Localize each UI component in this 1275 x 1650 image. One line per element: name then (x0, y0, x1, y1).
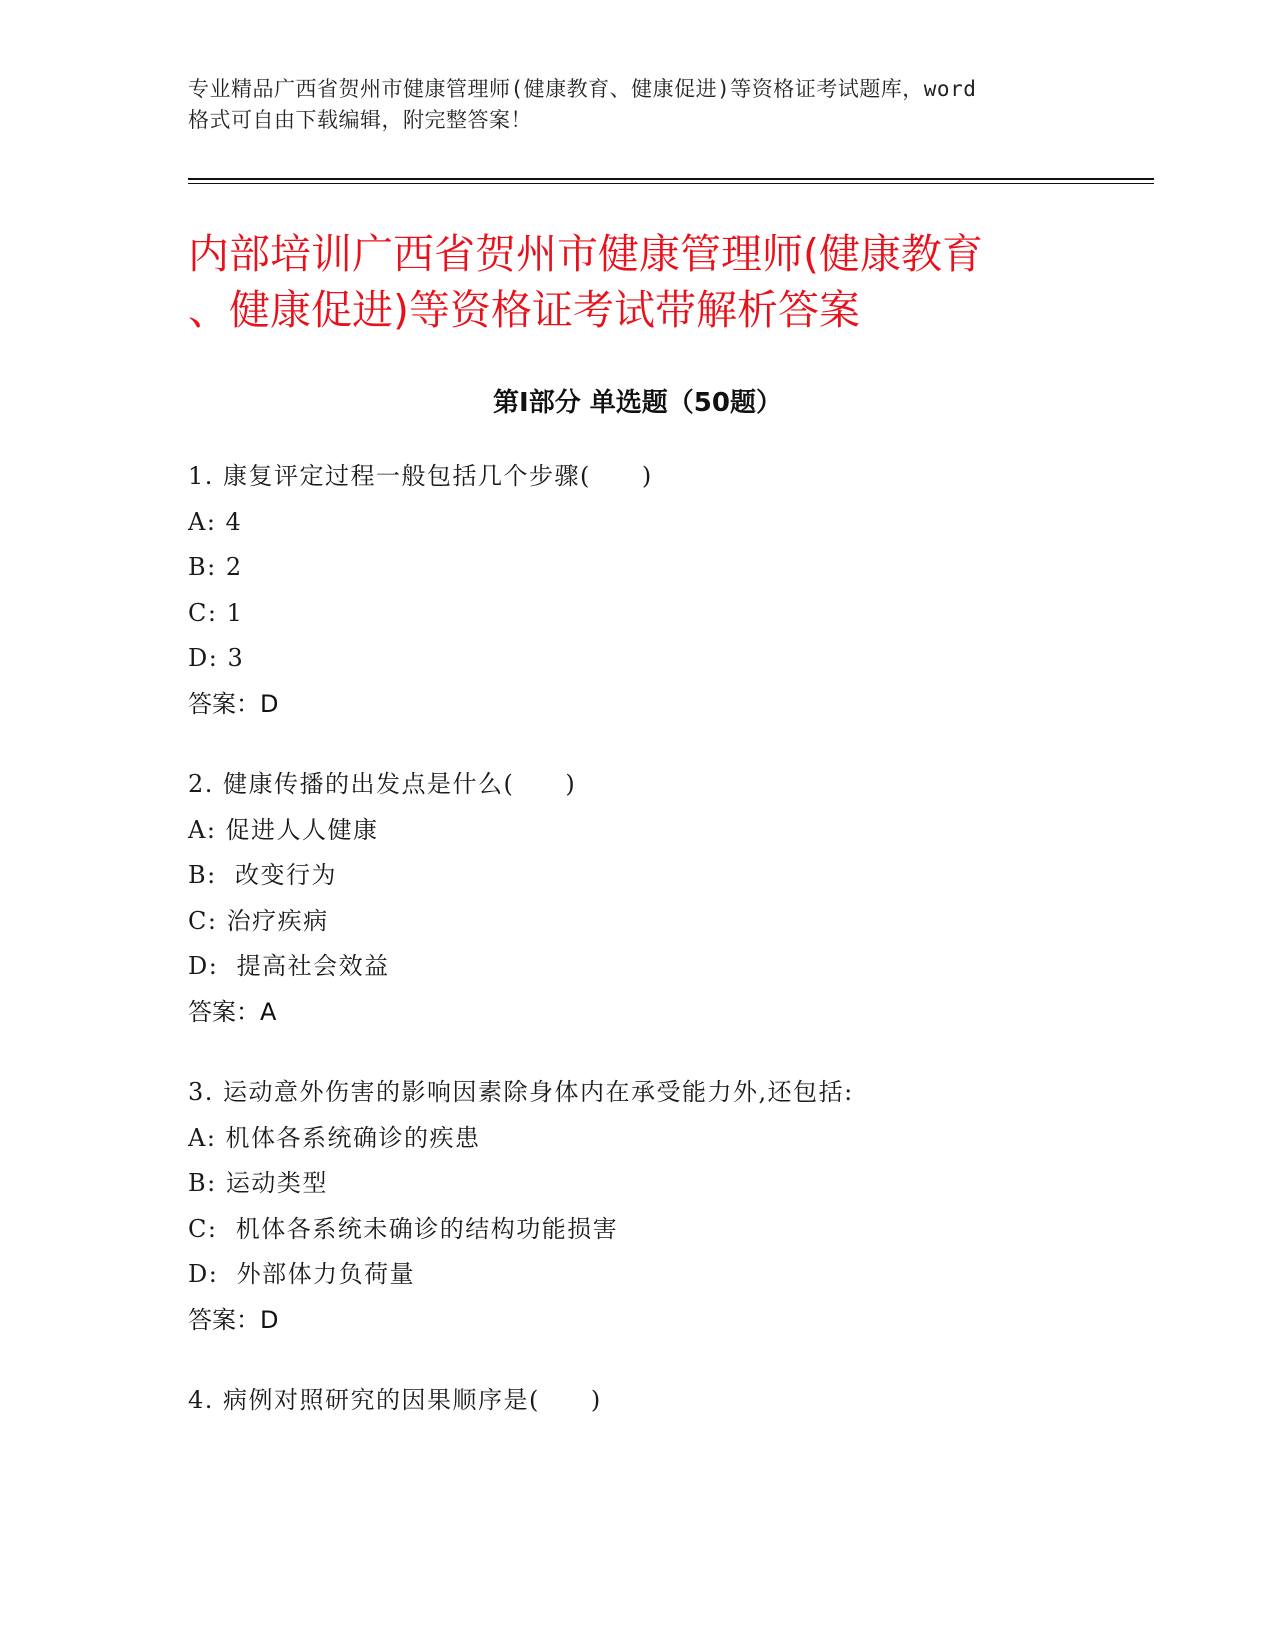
option-a: A: 机体各系统确诊的疾患 (188, 1123, 481, 1152)
document-title (188, 226, 1108, 338)
document-title-line-2: 、健康促进)等资格证考试带解析答案 (188, 286, 860, 334)
header-note (188, 74, 1088, 136)
answer-label: 答案：A (188, 997, 277, 1026)
answer-label: 答案：D (188, 1305, 279, 1334)
header-note-line-2: 格式可自由下载编辑，附完整答案！ (188, 108, 532, 132)
header-divider-thick (188, 178, 1154, 180)
option-c: C: 1 (188, 598, 244, 627)
option-b: B: 运动类型 (188, 1169, 328, 1197)
option-a: A: 促进人人健康 (188, 815, 379, 844)
option-d: D: 提高社会效益 (188, 952, 390, 980)
option-d: D: 外部体力负荷量 (188, 1260, 416, 1288)
question-stem: 4. 病例对照研究的因果顺序是( ) (188, 1386, 602, 1414)
document-title-line-1: 内部培训广西省贺州市健康管理师(健康教育 (188, 230, 983, 278)
question-1 (188, 454, 1088, 727)
option-c: C: 机体各系统未确诊的结构功能损害 (188, 1214, 619, 1243)
option-b: B: 2 (188, 553, 243, 581)
header-divider-thin (188, 183, 1154, 184)
header-note-line-1: 专业精品广西省贺州市健康管理师(健康教育、健康促进)等资格证考试题库，word (188, 77, 977, 101)
question-2 (188, 762, 1088, 1035)
option-a: A: 4 (188, 507, 243, 536)
option-c: C: 治疗疾病 (188, 906, 329, 935)
question-stem: 3. 运动意外伤害的影响因素除身体内在承受能力外,还包括: (188, 1078, 854, 1106)
option-b: B: 改变行为 (188, 861, 337, 889)
question-stem: 2. 健康传播的出发点是什么( ) (188, 770, 577, 798)
question-stem: 1. 康复评定过程一般包括几个步骤( ) (188, 462, 653, 490)
question-4 (188, 1378, 1088, 1424)
option-d: D: 3 (188, 644, 245, 672)
question-3 (188, 1070, 1088, 1343)
section-heading: 第Ⅰ部分 单选题（50题） (493, 388, 782, 418)
answer-label: 答案：D (188, 689, 279, 718)
